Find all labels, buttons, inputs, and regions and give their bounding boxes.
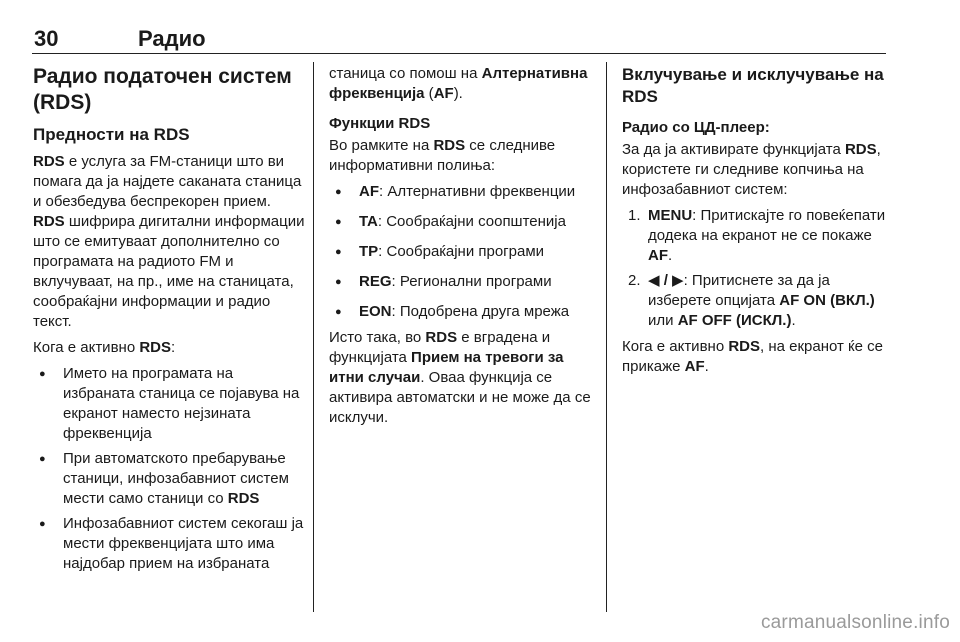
- list-item: ● Инфозабавниот систем секогаш ја мести фреквенцијата што има најдобар прием на избраната: [33, 514, 305, 574]
- rds-benefits-heading: Предности на RDS: [33, 125, 190, 144]
- column-divider-1: [313, 62, 314, 612]
- page-number: 30: [34, 26, 59, 51]
- list-item: ● TA: Сообраќајни соопштенија: [329, 212, 595, 232]
- list-item: 2. ◀ / ▶: Притиснете за да ја изберете опцијата AF ON (ВКЛ.) или AF OFF (ИСКЛ.).: [628, 272, 875, 329]
- rds-active-paragraph: Кога е активно RDS:: [33, 339, 176, 356]
- rds-title: Радио податочен систем (RDS): [33, 65, 292, 114]
- rds-benefits-list: [33, 364, 305, 574]
- list-item: ● AF: Алтернативни фреквенции: [329, 182, 595, 202]
- header-divider: [32, 53, 886, 54]
- section-title: Радио: [138, 26, 206, 51]
- list-item: ● При автоматското пребарување станици, инфозабавниот систем мести само станици со RDS: [33, 449, 305, 509]
- column-3: [622, 64, 892, 383]
- cd-radio-heading: Радио со ЦД-плеер:: [622, 119, 770, 136]
- list-item: ● REG: Регионални програми: [329, 272, 595, 292]
- rds-toggle-heading: Вклучување и исклучување на RDS: [622, 65, 884, 106]
- column-divider-2: [606, 62, 607, 612]
- watermark-text: carmanualsonline.info: [760, 612, 950, 633]
- af-indicator-paragraph: Кога е активно RDS, на екранот ќе се прикаже AF.: [622, 338, 883, 375]
- column-1: [33, 64, 305, 580]
- rds-steps-list: [622, 206, 892, 331]
- list-item: ● Името на програмата на избраната станица се појавува на екранот наместо нејзината фреквенција: [33, 364, 305, 444]
- rds-functions-heading: Функции RDS: [329, 115, 431, 132]
- cd-radio-intro: За да ја активирате функцијата RDS, користете ги следниве копчиња на инфозабавниот систем:: [622, 141, 881, 198]
- list-item: 1. MENU: Притискајте го повеќепати додека на екранот не се покаже AF.: [628, 207, 886, 264]
- rds-functions-intro: Во рамките на RDS се следниве информативни полиња:: [329, 137, 556, 174]
- list-item: ● TP: Сообраќајни програми: [329, 242, 595, 262]
- emergency-alarm-paragraph: Исто така, во RDS е вградена и функцијата Прием на тревоги за итни случаи. Оваа функција се активира автоматски и не може да се исклучи.: [329, 329, 591, 426]
- list-item: ● EON: Подобрена друга мрежа: [329, 302, 595, 322]
- page-header: [32, 26, 886, 56]
- column-2: [329, 64, 595, 434]
- rds-intro-paragraph: RDS е услуга за FM-станици што ви помага да ја најдете саканата станица и обезбедува беспрекорен прием. RDS шифрира дигитални информации што се емитуваат дополнително со програмата на радиото FM и вклучуваат, на пр., име на станицата, сообраќајни информации и радио текст.: [33, 153, 305, 330]
- af-continuation-paragraph: станица со помош на Алтернативна фреквенција (AF).: [329, 65, 588, 102]
- rds-functions-list: [329, 182, 595, 322]
